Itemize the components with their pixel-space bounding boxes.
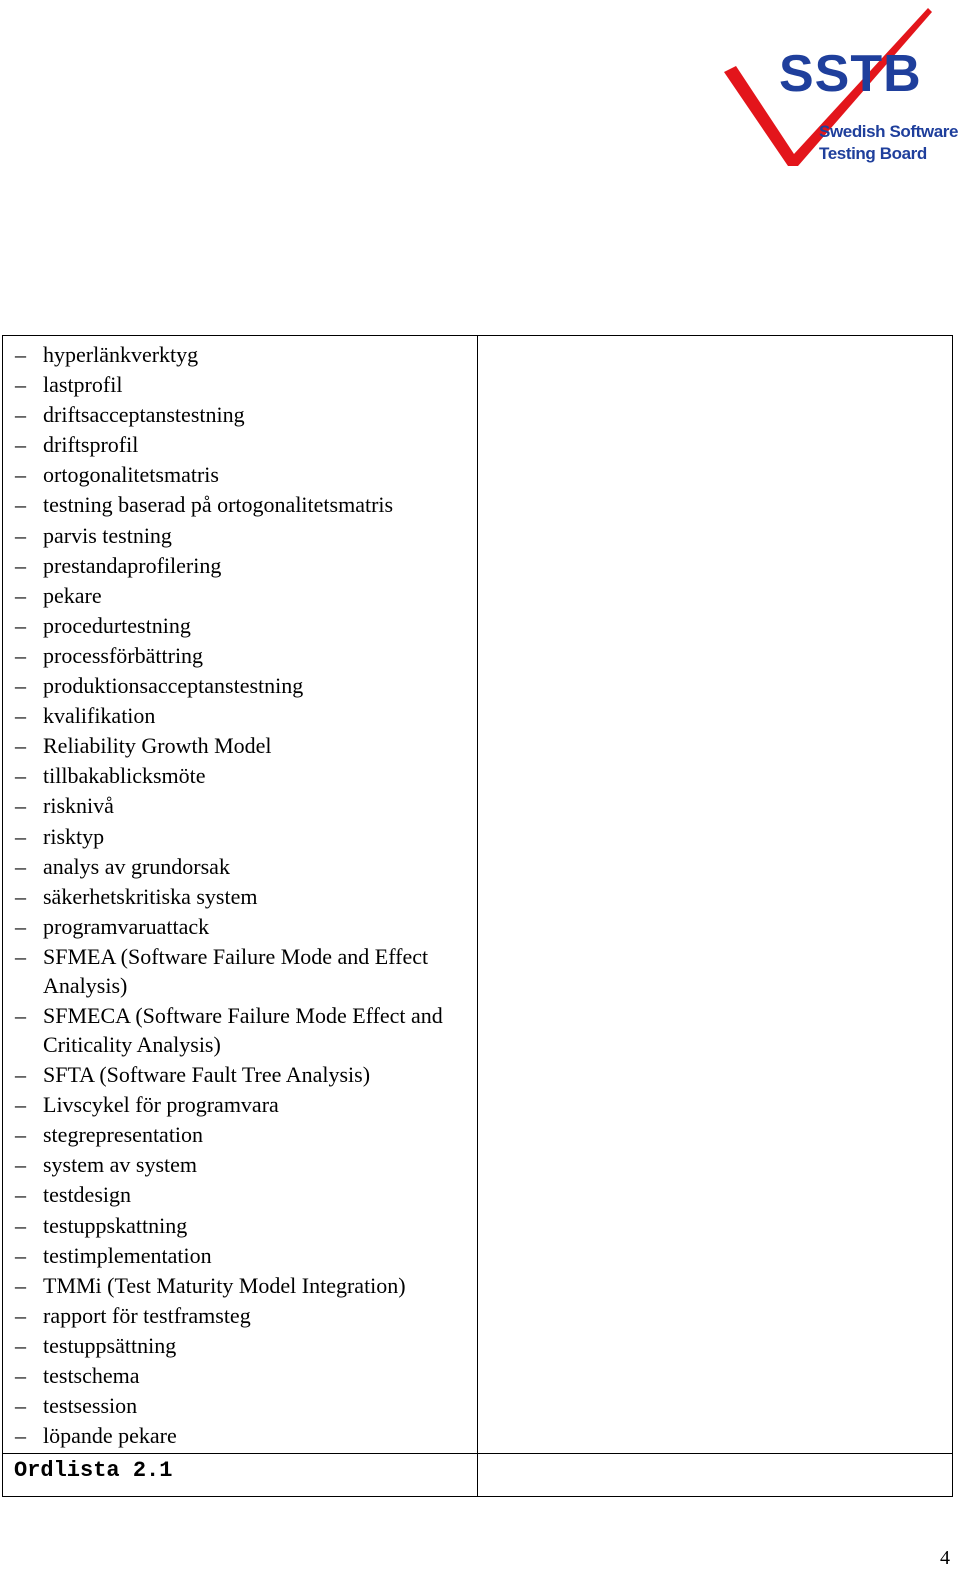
- dash-bullet: –: [15, 1002, 26, 1028]
- term-item: [3, 1391, 477, 1420]
- glossary-version-label: Ordlista 2.1: [14, 1458, 173, 1484]
- page-number: 4: [940, 1547, 950, 1569]
- footer-empty-cell: [478, 1454, 953, 1497]
- term-item: [3, 611, 477, 640]
- term-text: testsession: [43, 1393, 138, 1419]
- term-item: [3, 882, 477, 911]
- dash-bullet: –: [15, 943, 26, 969]
- terms-cell: [3, 336, 478, 1454]
- term-text: löpande pekare: [43, 1423, 177, 1449]
- term-text: driftsacceptanstestning: [43, 402, 245, 428]
- term-text: TMMi (Test Maturity Model Integration): [43, 1272, 406, 1298]
- dash-bullet: –: [15, 1272, 26, 1298]
- term-text: testdesign: [43, 1182, 131, 1208]
- dash-bullet: –: [15, 913, 26, 939]
- term-text: hyperlänkverktyg: [43, 342, 199, 367]
- term-text: testimplementation: [43, 1242, 212, 1268]
- term-item: [3, 852, 477, 881]
- term-text: procedurtestning: [43, 612, 191, 638]
- dash-bullet: –: [15, 883, 26, 909]
- dash-bullet: –: [15, 733, 26, 759]
- dash-bullet: –: [15, 432, 26, 458]
- term-text: programvaruattack: [43, 913, 210, 939]
- term-item: [3, 1361, 477, 1390]
- dash-bullet: –: [15, 1212, 26, 1238]
- term-text: testning baserad på ortogonalitetsmatris: [43, 492, 394, 518]
- term-item: [3, 1211, 477, 1240]
- dash-bullet: –: [15, 1122, 26, 1148]
- term-item: [3, 1001, 477, 1059]
- term-text: risknivå: [43, 793, 114, 819]
- dash-bullet: –: [15, 703, 26, 729]
- dash-bullet: –: [15, 492, 26, 518]
- dash-bullet: –: [15, 673, 26, 699]
- term-item: [3, 942, 477, 1000]
- term-item: [3, 822, 477, 851]
- dash-bullet: –: [15, 823, 26, 849]
- term-text: Livscykel för programvara: [43, 1092, 279, 1118]
- dash-bullet: –: [15, 793, 26, 819]
- term-item: [3, 1180, 477, 1209]
- term-item: [3, 1090, 477, 1119]
- term-item: [3, 1241, 477, 1270]
- glossary-table: [2, 335, 953, 1497]
- term-text: kvalifikation: [43, 703, 156, 729]
- term-text: testuppsättning: [43, 1332, 177, 1358]
- dash-bullet: –: [15, 1363, 26, 1388]
- term-text: SFMEA (Software Failure Mode and Effect Analysis): [43, 943, 429, 998]
- dash-bullet: –: [15, 612, 26, 638]
- term-text: driftsprofil: [43, 432, 139, 458]
- dash-bullet: –: [15, 582, 26, 608]
- term-item: [3, 370, 477, 399]
- term-item: [3, 1421, 477, 1450]
- term-text: parvis testning: [43, 522, 172, 548]
- term-item: [3, 641, 477, 670]
- dash-bullet: –: [15, 853, 26, 879]
- term-item: [3, 1331, 477, 1360]
- term-text: testuppskattning: [43, 1212, 188, 1238]
- dash-bullet: –: [15, 1393, 26, 1419]
- term-item: [3, 490, 477, 519]
- logo-name: SSTB: [779, 45, 922, 103]
- term-text: ortogonalitetsmatris: [43, 462, 219, 488]
- dash-bullet: –: [15, 763, 26, 789]
- term-text: tillbakablicksmöte: [43, 763, 206, 789]
- term-text: stegrepresentation: [43, 1122, 204, 1148]
- term-text: risktyp: [43, 823, 105, 849]
- term-text: prestandaprofilering: [43, 552, 222, 578]
- term-text: lastprofil: [43, 372, 123, 398]
- term-text: Reliability Growth Model: [43, 733, 272, 759]
- empty-cell: [478, 336, 953, 1454]
- term-item: [3, 430, 477, 459]
- logo-subtitle-line1: Swedish Software: [819, 122, 959, 141]
- term-text: SFTA (Software Fault Tree Analysis): [43, 1062, 371, 1088]
- dash-bullet: –: [15, 1332, 26, 1358]
- term-text: säkerhetskritiska system: [43, 883, 258, 909]
- term-item: [3, 761, 477, 790]
- dash-bullet: –: [15, 1152, 26, 1178]
- dash-bullet: –: [15, 1242, 26, 1268]
- dash-bullet: –: [15, 522, 26, 548]
- dash-bullet: –: [15, 1423, 26, 1449]
- dash-bullet: –: [15, 552, 26, 578]
- dash-bullet: –: [15, 1092, 26, 1118]
- term-text: produktionsacceptanstestning: [43, 673, 304, 699]
- term-item: [3, 1301, 477, 1330]
- dash-bullet: –: [15, 372, 26, 398]
- term-item: [3, 1271, 477, 1300]
- term-text: testschema: [43, 1363, 140, 1388]
- term-item: [3, 731, 477, 760]
- term-item: [3, 521, 477, 550]
- footer-cell: [3, 1454, 478, 1497]
- dash-bullet: –: [15, 1062, 26, 1088]
- term-list: [3, 336, 477, 1453]
- term-item: [3, 1120, 477, 1149]
- term-text: system av system: [43, 1152, 197, 1178]
- term-text: processförbättring: [43, 642, 204, 668]
- term-item: [3, 340, 477, 369]
- dash-bullet: –: [15, 342, 26, 367]
- term-item: [3, 581, 477, 610]
- term-item: [3, 791, 477, 820]
- logo-subtitle-line2: Testing Board: [819, 144, 927, 163]
- dash-bullet: –: [15, 1302, 26, 1328]
- dash-bullet: –: [15, 462, 26, 488]
- term-item: [3, 460, 477, 489]
- term-text: pekare: [43, 582, 102, 608]
- term-text: analys av grundorsak: [43, 853, 230, 879]
- term-item: [3, 551, 477, 580]
- term-item: [3, 1150, 477, 1179]
- term-item: [3, 671, 477, 700]
- term-item: [3, 400, 477, 429]
- term-text: rapport för testframsteg: [43, 1302, 251, 1328]
- term-text: SFMECA (Software Failure Mode Effect and Criticality Analysis): [43, 1002, 443, 1057]
- term-item: [3, 1060, 477, 1089]
- dash-bullet: –: [15, 1182, 26, 1208]
- dash-bullet: –: [15, 402, 26, 428]
- term-item: [3, 701, 477, 730]
- term-item: [3, 912, 477, 941]
- dash-bullet: –: [15, 642, 26, 668]
